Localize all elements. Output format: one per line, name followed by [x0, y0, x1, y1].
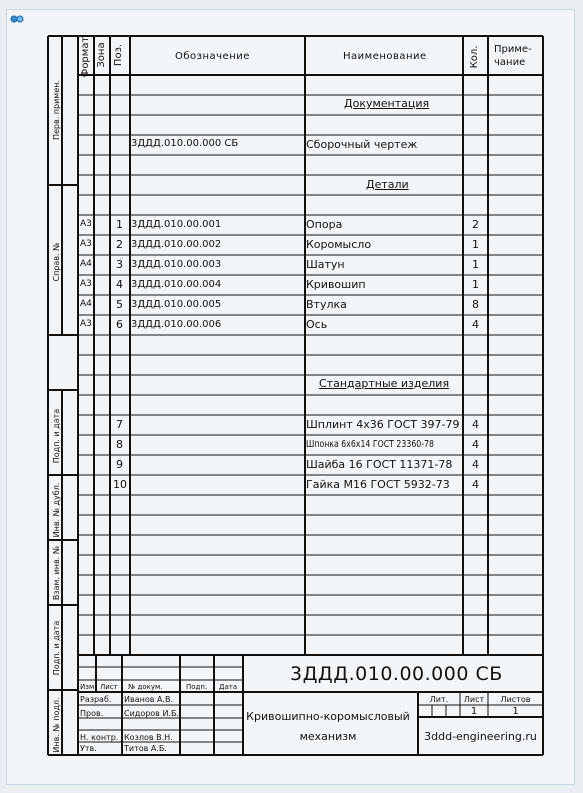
- detail-name: Кривошип: [306, 278, 366, 291]
- side-label-inv-dubl: Инв. № дубл.: [52, 482, 61, 538]
- detail-qty: 4: [472, 318, 479, 331]
- lit-label: Лит.: [429, 695, 449, 704]
- detail-pos: 5: [116, 298, 123, 311]
- standard-pos: 10: [113, 478, 127, 491]
- detail-qty: 1: [472, 278, 479, 291]
- detail-format: А4: [80, 299, 92, 309]
- detail-designation: 3ДДД.010.00.001: [131, 219, 222, 230]
- header-note-1: Приме-: [494, 44, 532, 55]
- assembly-designation: 3ДДД.010.00.000 СБ: [131, 138, 239, 149]
- col-izm: Изм.: [80, 683, 97, 691]
- detail-name: Опора: [306, 218, 343, 231]
- header-format: Формат: [80, 36, 91, 78]
- standard-qty: 4: [472, 458, 479, 471]
- detail-format: А4: [80, 259, 92, 269]
- standard-qty: 4: [472, 438, 479, 451]
- detail-name: Ось: [306, 318, 328, 331]
- detail-pos: 4: [116, 278, 123, 291]
- detail-pos: 2: [116, 238, 123, 251]
- title-line-1: Кривошипно-коромысловый: [246, 710, 410, 723]
- standard-name: Гайка М16 ГОСТ 5932-73: [306, 478, 450, 491]
- detail-format: А3: [80, 279, 92, 289]
- section-documentation: Документация: [344, 97, 430, 110]
- detail-designation: 3ДДД.010.00.006: [131, 319, 222, 330]
- header-note-2: чание: [494, 57, 526, 68]
- standard-qty: 4: [472, 478, 479, 491]
- sheet-value: 1: [470, 706, 478, 717]
- detail-format: А3: [80, 239, 92, 249]
- detail-name: Коромысло: [306, 238, 372, 251]
- name-prov: Сидоров И.Б.: [124, 709, 179, 718]
- header-qty: Кол.: [469, 45, 480, 69]
- standard-name: Шпонка 6х6х14 ГОСТ 23360-78: [306, 439, 434, 450]
- name-nkontr: Козлов В.Н.: [124, 733, 173, 742]
- detail-format: А3: [80, 219, 92, 229]
- detail-qty: 8: [472, 298, 479, 311]
- section-details: Детали: [366, 178, 409, 191]
- detail-qty: 2: [472, 218, 479, 231]
- company: 3ddd-engineering.ru: [424, 730, 537, 743]
- header-designation: Обозначение: [175, 51, 250, 62]
- role-razrab: Разраб.: [80, 695, 112, 704]
- detail-name: Шатун: [306, 258, 345, 271]
- side-label-sprav: Справ. №: [52, 242, 61, 282]
- col-list: Лист: [100, 683, 118, 691]
- detail-qty: 1: [472, 238, 479, 251]
- standard-qty: 4: [472, 418, 479, 431]
- header-name: Наименование: [343, 51, 427, 62]
- sheets-value: 1: [512, 706, 519, 717]
- side-label-podp-data-2: Подп. и дата: [52, 620, 61, 676]
- standard-name: Шплинт 4х36 ГОСТ 397-79: [306, 418, 460, 431]
- side-label-inv-podl: Инв. № подл.: [52, 697, 61, 753]
- col-ndokum: № докум.: [128, 683, 163, 691]
- sheets-label: Листов: [500, 695, 531, 704]
- header-pos: Поз.: [113, 43, 124, 67]
- detail-pos: 6: [116, 318, 123, 331]
- detail-designation: 3ДДД.010.00.004: [131, 279, 222, 290]
- detail-designation: 3ДДД.010.00.002: [131, 239, 222, 250]
- assembly-name: Сборочный чертеж: [306, 138, 418, 151]
- detail-format: А3: [80, 319, 92, 329]
- name-utv: Титов А.Б.: [124, 744, 167, 753]
- detail-designation: 3ДДД.010.00.003: [131, 259, 222, 270]
- side-label-vzam-inv: Взам. инв. №: [52, 545, 61, 601]
- title-line-2: механизм: [299, 730, 357, 743]
- detail-designation: 3ДДД.010.00.005: [131, 299, 222, 310]
- role-nkontr: Н. контр.: [80, 733, 119, 742]
- standard-name: Шайба 16 ГОСТ 11371-78: [306, 458, 453, 471]
- detail-pos: 1: [116, 218, 123, 231]
- header-zone: Зона: [96, 42, 107, 68]
- standard-pos: 7: [116, 418, 123, 431]
- standard-pos: 9: [116, 458, 123, 471]
- name-razrab: Иванов А.В.: [124, 695, 174, 704]
- role-prov: Пров.: [80, 709, 104, 718]
- col-data: Дата: [219, 683, 238, 691]
- detail-name: Втулка: [306, 298, 347, 311]
- side-label-podp-data-1: Подп. и дата: [52, 408, 61, 464]
- side-label-perv-primen: Перв. примен.: [52, 79, 61, 141]
- detail-pos: 3: [116, 258, 123, 271]
- section-standard: Стандартные изделия: [319, 377, 450, 390]
- sheet-label: Лист: [463, 695, 485, 704]
- standard-pos: 8: [116, 438, 123, 451]
- col-podp: Подп.: [186, 683, 208, 691]
- role-utv: Утв.: [80, 744, 97, 753]
- detail-qty: 1: [472, 258, 479, 271]
- doc-number: 3ДДД.010.00.000 СБ: [290, 663, 503, 685]
